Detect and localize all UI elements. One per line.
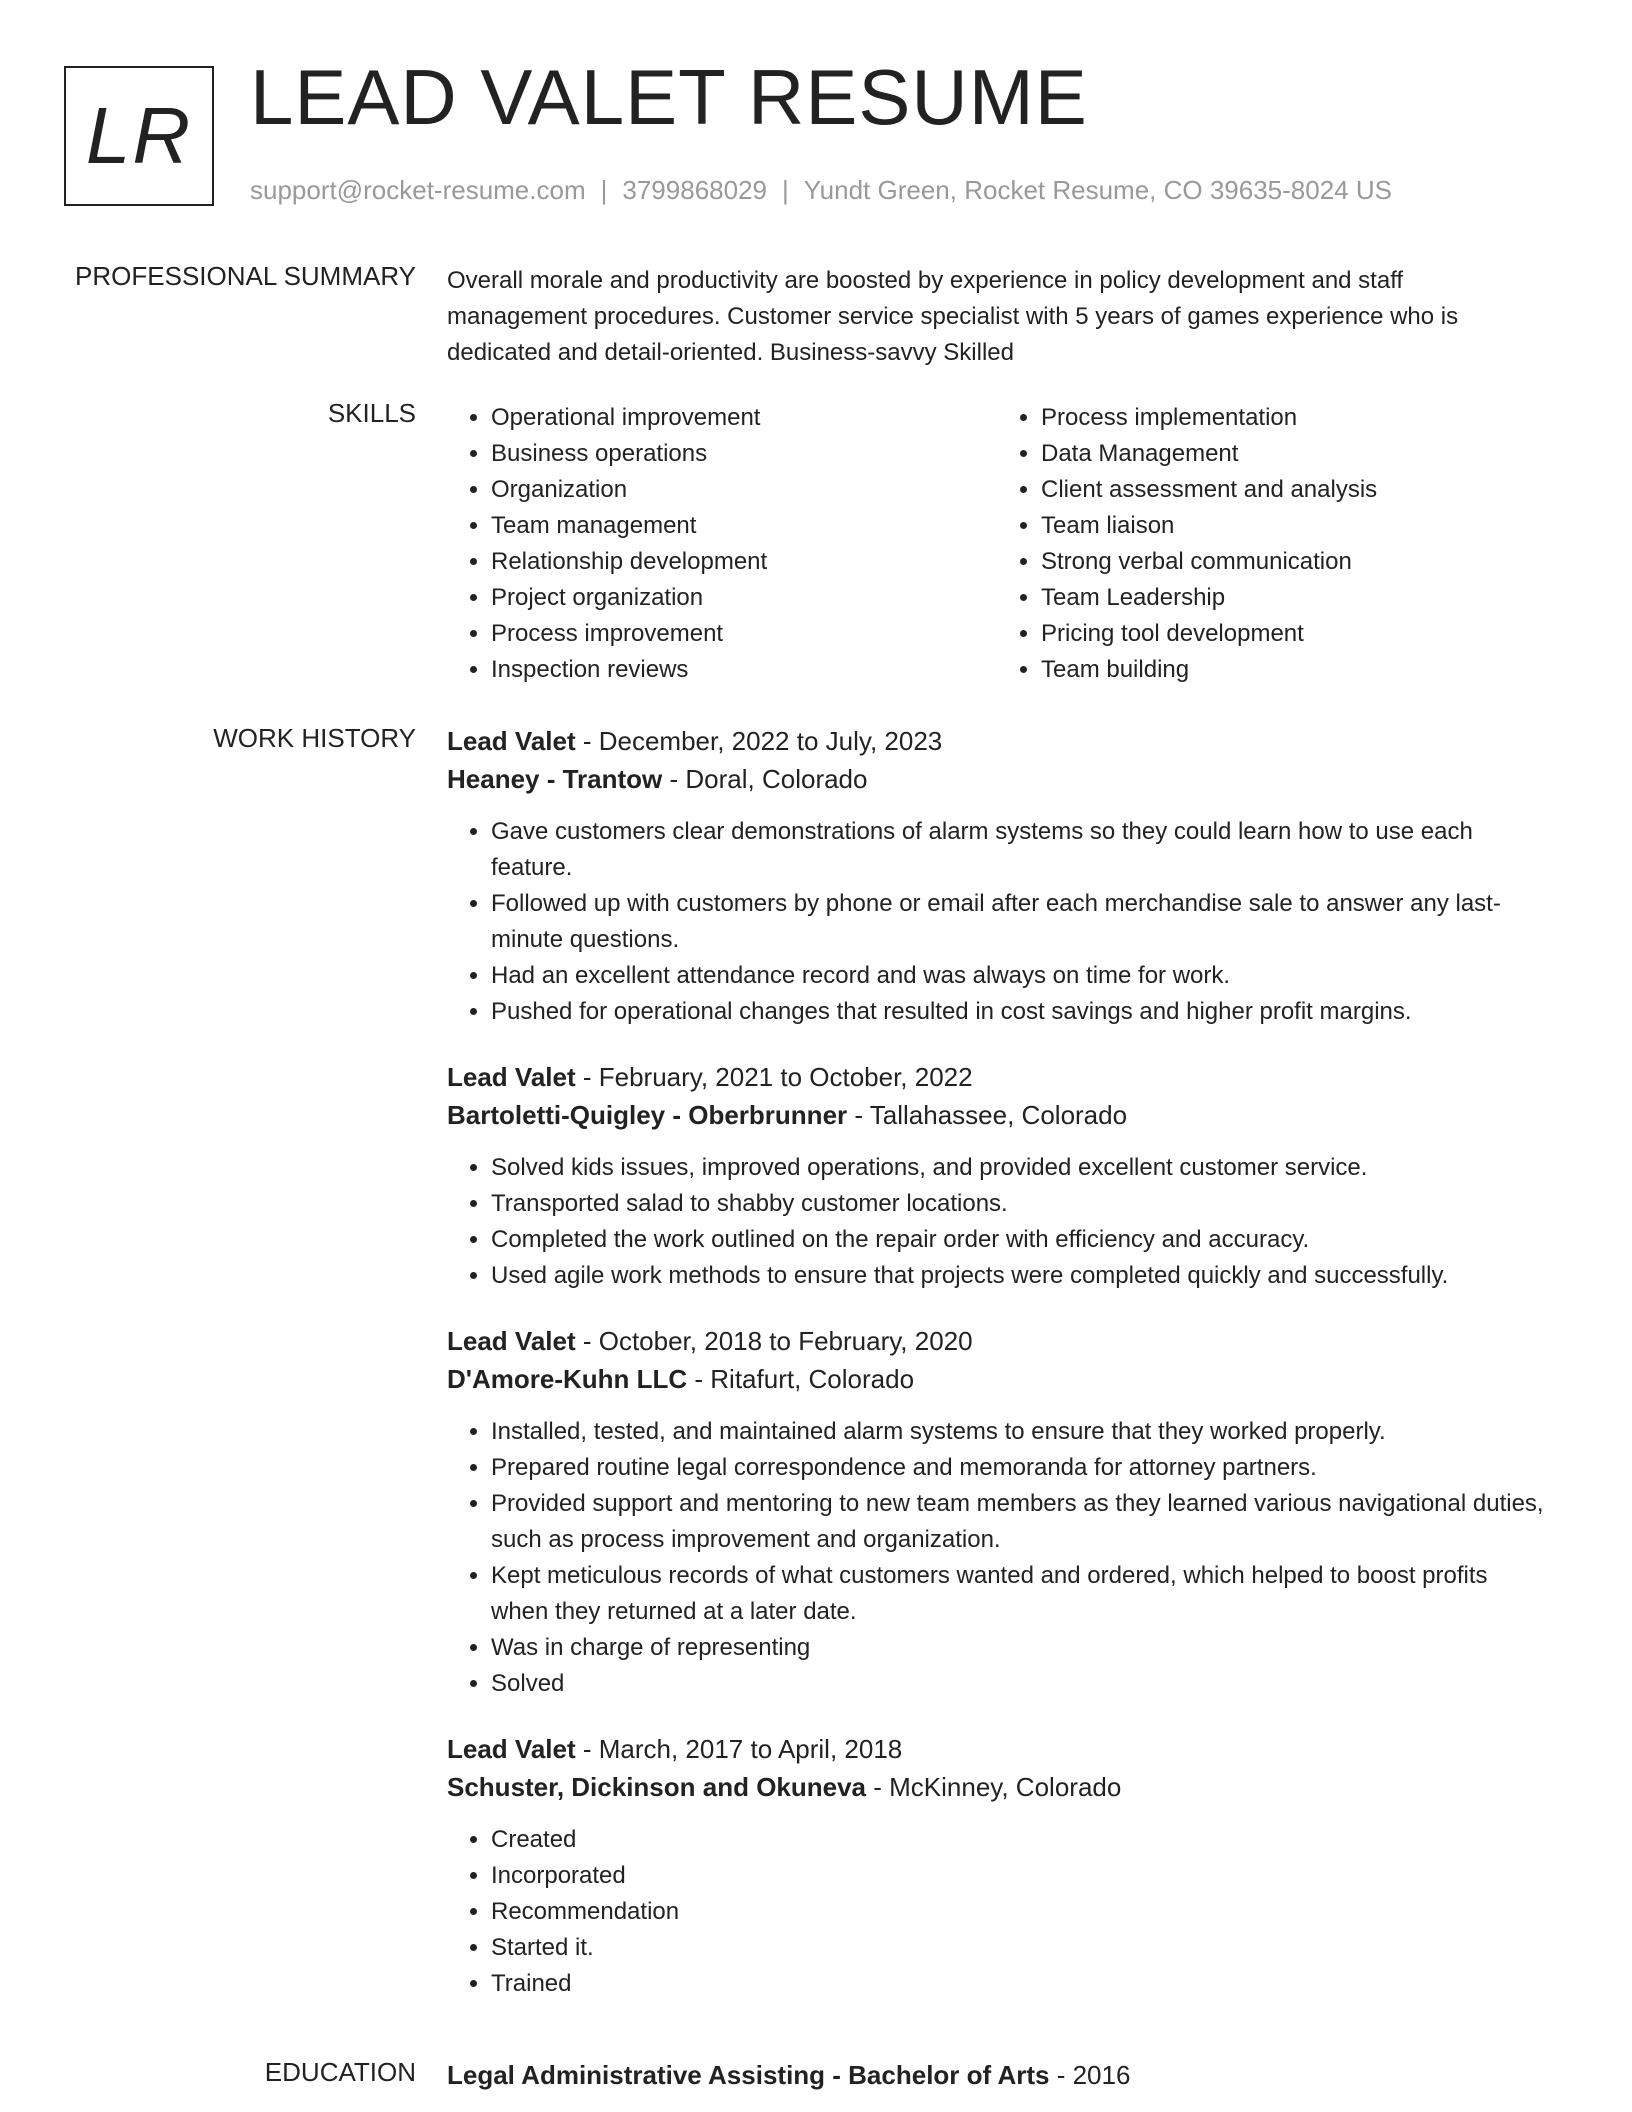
- job-company-line: [447, 1360, 1547, 1398]
- summary-heading: PROFESSIONAL SUMMARY: [75, 261, 416, 291]
- skills-column-left: [447, 400, 997, 688]
- skill-item: • Data Management: [1041, 436, 1547, 472]
- job-duties-list: [447, 1150, 1547, 1294]
- skill-item: • Relationship development: [491, 544, 997, 580]
- phone-text: 3799868029: [622, 175, 767, 205]
- skills-column-right: [997, 400, 1547, 688]
- skill-item: • Team building: [1041, 652, 1547, 688]
- separator: |: [782, 175, 789, 205]
- skill-item: • Team liaison: [1041, 508, 1547, 544]
- job-duties-list: [447, 1822, 1547, 2002]
- job-dates: - December, 2022 to July, 2023: [575, 726, 943, 756]
- job-duty-item: • Solved kids issues, improved operations, and provided excellent customer service.: [491, 1150, 1547, 1186]
- job-duties-list: [447, 1414, 1547, 1702]
- job-duty-item: • Incorporated: [491, 1858, 1547, 1894]
- job-entry: [447, 1730, 1547, 2002]
- job-duty-item: • Recommendation: [491, 1894, 1547, 1930]
- skill-item: • Team Leadership: [1041, 580, 1547, 616]
- email-text: support@rocket-resume.com: [250, 175, 586, 205]
- job-entry: [447, 1322, 1547, 1702]
- job-dates: - February, 2021 to October, 2022: [575, 1062, 973, 1092]
- job-company: Schuster, Dickinson and Okuneva: [447, 1772, 867, 1802]
- job-duty-item: • Transported salad to shabby customer locations.: [491, 1186, 1547, 1222]
- address-text: Yundt Green, Rocket Resume, CO 39635-8024 US: [803, 175, 1392, 205]
- job-role: Lead Valet: [447, 1062, 576, 1092]
- job-company-line: [447, 1768, 1547, 1806]
- monogram-logo: LR: [64, 66, 214, 206]
- job-location: - Ritafurt, Colorado: [687, 1364, 915, 1394]
- skill-item: • Client assessment and analysis: [1041, 472, 1547, 508]
- job-location: - Tallahassee, Colorado: [847, 1100, 1128, 1130]
- contact-line: [250, 175, 1392, 206]
- skill-item: • Process improvement: [491, 616, 997, 652]
- skill-item: • Business operations: [491, 436, 997, 472]
- skill-item: • Project organization: [491, 580, 997, 616]
- job-duty-item: • Started it.: [491, 1930, 1547, 1966]
- skill-item: • Team management: [491, 508, 997, 544]
- job-duty-item: • Was in charge of representing: [491, 1630, 1547, 1666]
- job-title-line: [447, 722, 1547, 760]
- job-duty-item: • Trained: [491, 1966, 1547, 2002]
- job-company-line: [447, 760, 1547, 798]
- job-duty-item: • Prepared routine legal correspondence and memoranda for attorney partners.: [491, 1450, 1547, 1486]
- job-company: Heaney - Trantow: [447, 764, 663, 794]
- job-duty-item: • Had an excellent attendance record and was always on time for work.: [491, 958, 1547, 994]
- job-duty-item: • Pushed for operational changes that resulted in cost savings and higher profit margins.: [491, 994, 1547, 1030]
- education-year: - 2016: [1049, 2060, 1131, 2090]
- job-duties-list: [447, 814, 1547, 1030]
- job-entry: [447, 1058, 1547, 1294]
- job-duty-item: • Gave customers clear demonstrations of alarm systems so they could learn how to use each feature.: [491, 814, 1547, 886]
- skills-grid: [447, 400, 1547, 688]
- job-duty-item: • Kept meticulous records of what customers wanted and ordered, which helped to boost profits when they returned at a later date.: [491, 1558, 1547, 1630]
- education-line: [447, 2056, 1547, 2094]
- job-duty-item: • Installed, tested, and maintained alarm systems to ensure that they worked properly.: [491, 1414, 1547, 1450]
- summary-text: Overall morale and productivity are boosted by experience in policy development and staff management procedures. Customer service specialist with 5 years of games experience who is dedicated and detail-oriented. Business-savvy Skilled: [447, 267, 1459, 366]
- job-title-line: [447, 1322, 1547, 1360]
- job-duty-item: • Created: [491, 1822, 1547, 1858]
- job-title-line: [447, 1058, 1547, 1096]
- job-role: Lead Valet: [447, 726, 576, 756]
- job-dates: - October, 2018 to February, 2020: [575, 1326, 973, 1356]
- skill-item: • Strong verbal communication: [1041, 544, 1547, 580]
- job-duty-item: • Used agile work methods to ensure that projects were completed quickly and successfully.: [491, 1258, 1547, 1294]
- work-history-heading: WORK HISTORY: [213, 723, 416, 753]
- job-company-line: [447, 1096, 1547, 1134]
- skill-item: • Operational improvement: [491, 400, 997, 436]
- skill-item: • Process implementation: [1041, 400, 1547, 436]
- job-dates: - March, 2017 to April, 2018: [575, 1734, 903, 1764]
- job-company: D'Amore-Kuhn LLC: [447, 1364, 688, 1394]
- job-location: - Doral, Colorado: [662, 764, 868, 794]
- skill-item: • Inspection reviews: [491, 652, 997, 688]
- job-title-line: [447, 1730, 1547, 1768]
- education-heading: EDUCATION: [264, 2057, 416, 2087]
- job-duty-item: • Provided support and mentoring to new team members as they learned various navigational duties, such as process improvement and organization.: [491, 1486, 1547, 1558]
- resume-title: LEAD VALET RESUME: [250, 53, 1088, 141]
- job-duty-item: • Followed up with customers by phone or email after each merchandise sale to answer any last-minute questions.: [491, 886, 1547, 958]
- job-duty-item: • Solved: [491, 1666, 1547, 1702]
- job-role: Lead Valet: [447, 1734, 576, 1764]
- job-entry: [447, 722, 1547, 1030]
- skill-item: • Organization: [491, 472, 997, 508]
- degree-text: Legal Administrative Assisting - Bachelor of Arts: [447, 2060, 1050, 2090]
- skill-item: • Pricing tool development: [1041, 616, 1547, 652]
- separator: |: [600, 175, 608, 205]
- job-company: Bartoletti-Quigley - Oberbrunner: [447, 1100, 848, 1130]
- job-role: Lead Valet: [447, 1326, 576, 1356]
- job-duty-item: • Completed the work outlined on the repair order with efficiency and accuracy.: [491, 1222, 1547, 1258]
- job-location: - McKinney, Colorado: [866, 1772, 1122, 1802]
- skills-heading: SKILLS: [327, 398, 416, 428]
